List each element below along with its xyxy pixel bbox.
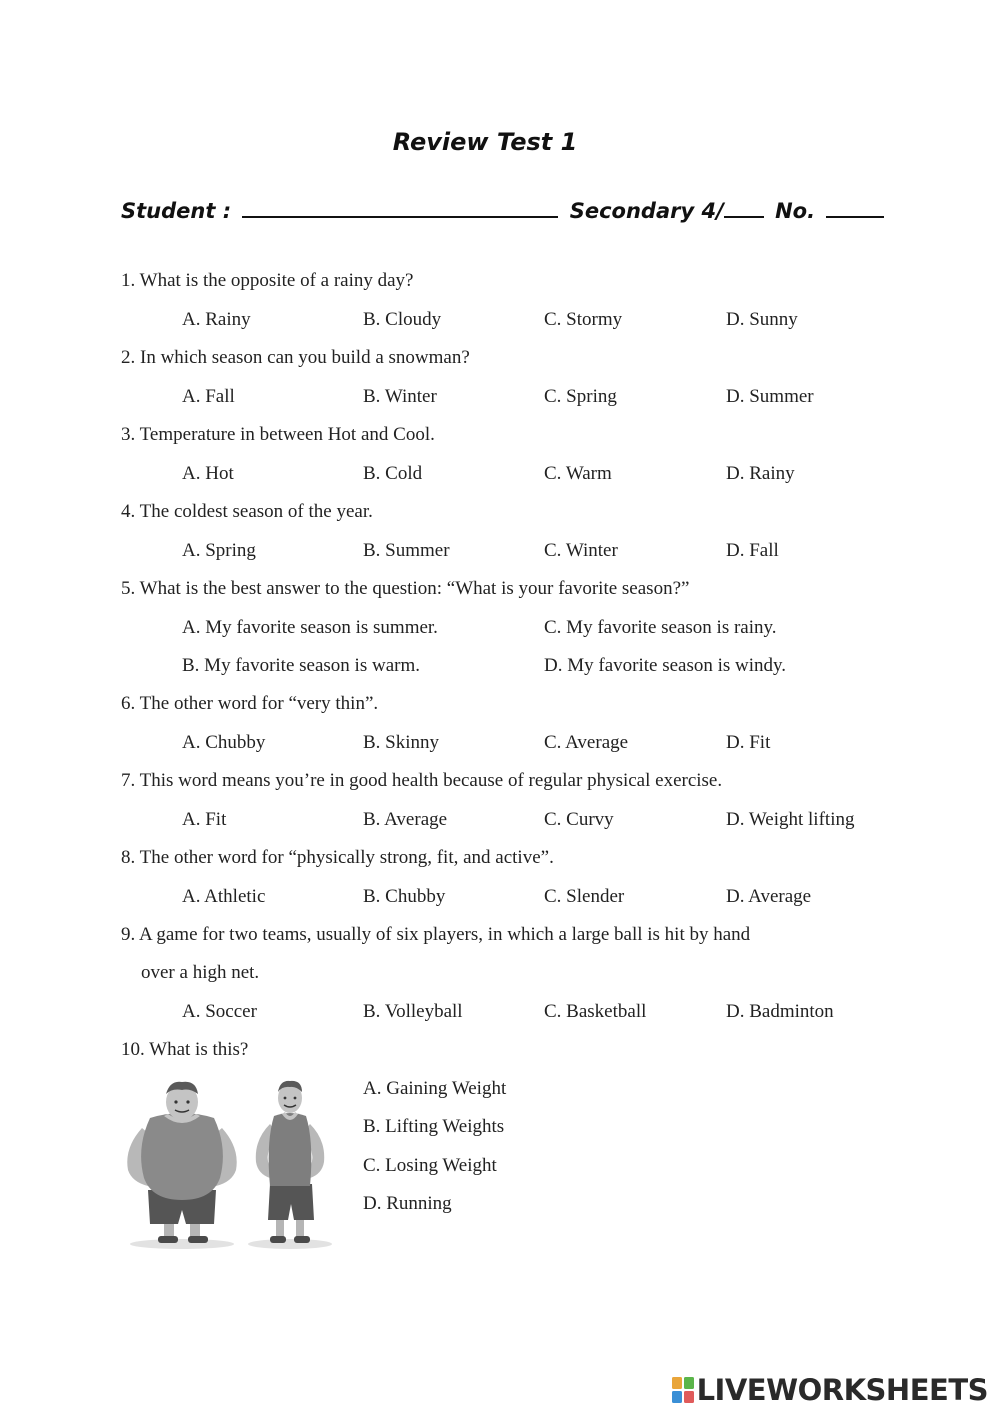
question-8: 8. The other word for “physically strong, fit, and active”. (121, 847, 554, 868)
student-label: Student : (121, 199, 232, 223)
q9-option-d[interactable]: D. Badminton (726, 1001, 834, 1022)
q2-option-d[interactable]: D. Summer (726, 386, 814, 407)
question-4: 4. The coldest season of the year. (121, 501, 373, 522)
q8-option-c[interactable]: C. Slender (544, 886, 625, 907)
weight-loss-illustration (120, 1078, 335, 1253)
q6-option-d[interactable]: D. Fit (726, 732, 771, 753)
q6-option-c[interactable]: C. Average (544, 732, 629, 753)
no-label: No. (775, 199, 816, 223)
q3-option-d[interactable]: D. Rainy (726, 463, 795, 484)
q8-option-d[interactable]: D. Average (726, 886, 812, 907)
question-3: 3. Temperature in between Hot and Cool. (121, 424, 435, 445)
q6-option-b[interactable]: B. Skinny (363, 732, 440, 753)
q5-option-d[interactable]: D. My favorite season is windy. (544, 655, 787, 676)
q2-option-a[interactable]: A. Fall (182, 386, 235, 407)
q9-option-b[interactable]: B. Volleyball (363, 1001, 463, 1022)
q2-option-c[interactable]: C. Spring (544, 386, 617, 407)
liveworksheets-brand-text: LIVEWORKSHEETS (696, 1373, 988, 1407)
q10-option-c[interactable]: C. Losing Weight (363, 1155, 497, 1176)
q1-option-c[interactable]: C. Stormy (544, 309, 623, 330)
question-9: 9. A game for two teams, usually of six players, in which a large ball is hit by hand (121, 924, 751, 945)
q6-option-a[interactable]: A. Chubby (182, 732, 266, 753)
q10-option-d[interactable]: D. Running (363, 1193, 452, 1214)
q8-option-a[interactable]: A. Athletic (182, 886, 266, 907)
q1-option-b[interactable]: B. Cloudy (363, 309, 442, 330)
q7-option-d[interactable]: D. Weight lifting (726, 809, 855, 830)
q2-option-b[interactable]: B. Winter (363, 386, 437, 407)
q3-option-b[interactable]: B. Cold (363, 463, 423, 484)
question-1: 1. What is the opposite of a rainy day? (121, 270, 414, 291)
q9-option-a[interactable]: A. Soccer (182, 1001, 257, 1022)
q3-option-c[interactable]: C. Warm (544, 463, 612, 484)
q7-option-c[interactable]: C. Curvy (544, 809, 614, 830)
q1-option-a[interactable]: A. Rainy (182, 309, 251, 330)
q1-option-d[interactable]: D. Sunny (726, 309, 798, 330)
q7-option-a[interactable]: A. Fit (182, 809, 227, 830)
q7-option-b[interactable]: B. Average (363, 809, 448, 830)
q4-option-a[interactable]: A. Spring (182, 540, 256, 561)
student-name-blank[interactable] (242, 196, 558, 218)
question-6: 6. The other word for “very thin”. (121, 693, 379, 714)
student-number-blank[interactable] (826, 196, 884, 218)
q4-option-c[interactable]: C. Winter (544, 540, 618, 561)
page-title: Review Test 1 (392, 128, 578, 156)
question-9-line-2: over a high net. (141, 962, 260, 983)
liveworksheets-logo-icon (671, 1376, 695, 1404)
q3-option-a[interactable]: A. Hot (182, 463, 234, 484)
class-number-blank[interactable] (724, 196, 764, 218)
q4-option-b[interactable]: B. Summer (363, 540, 450, 561)
q9-option-c[interactable]: C. Basketball (544, 1001, 647, 1022)
class-label: Secondary 4/ (569, 199, 724, 223)
question-10: 10. What is this? (121, 1039, 249, 1060)
q5-option-b[interactable]: B. My favorite season is warm. (182, 655, 420, 676)
q10-option-b[interactable]: B. Lifting Weights (363, 1116, 505, 1137)
q8-option-b[interactable]: B. Chubby (363, 886, 446, 907)
q10-option-a[interactable]: A. Gaining Weight (363, 1078, 507, 1099)
student-info-line (121, 196, 888, 223)
question-5: 5. What is the best answer to the question: “What is your favorite season?” (121, 578, 690, 599)
liveworksheets-logo (671, 1372, 988, 1408)
question-2: 2. In which season can you build a snowman? (121, 347, 470, 368)
q4-option-d[interactable]: D. Fall (726, 540, 779, 561)
q5-option-a[interactable]: A. My favorite season is summer. (182, 617, 438, 638)
question-7: 7. This word means you’re in good health because of regular physical exercise. (121, 770, 723, 791)
q5-option-c[interactable]: C. My favorite season is rainy. (544, 617, 777, 638)
